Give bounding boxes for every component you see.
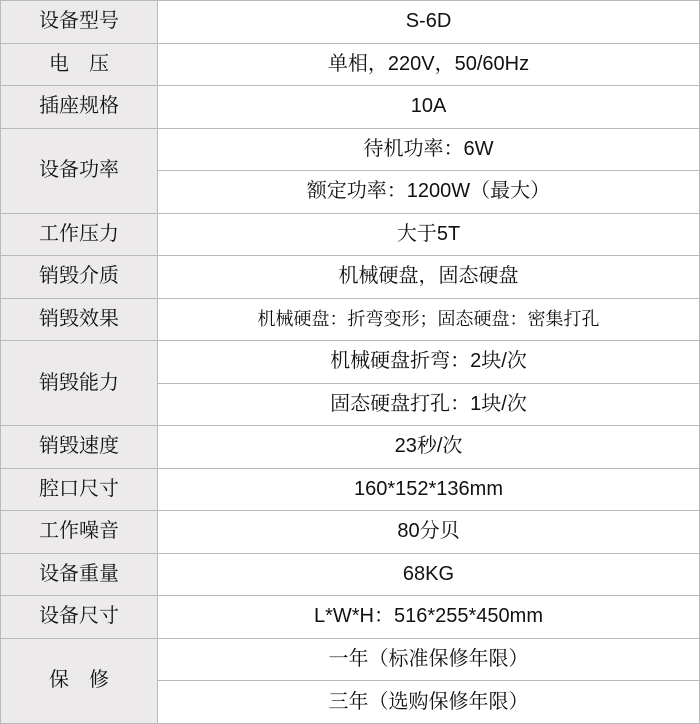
- spec-value-standby-power: 待机功率：6W: [158, 128, 700, 171]
- table-row: [1, 638, 700, 681]
- spec-value-speed: 23秒/次: [158, 426, 700, 469]
- spec-value-media: 机械硬盘，固态硬盘: [158, 256, 700, 299]
- spec-label-model: 设备型号: [1, 1, 158, 44]
- spec-value-weight: 68KG: [158, 553, 700, 596]
- spec-label-socket: 插座规格: [1, 86, 158, 129]
- spec-label-speed: 销毁速度: [1, 426, 158, 469]
- table-row: [1, 468, 700, 511]
- spec-value-pressure: 大于5T: [158, 213, 700, 256]
- spec-value-rated-power: 额定功率：1200W（最大）: [158, 171, 700, 214]
- table-row: [1, 1, 700, 44]
- table-row: [1, 596, 700, 639]
- spec-label-capacity: 销毁能力: [1, 341, 158, 426]
- spec-label-dimensions: 设备尺寸: [1, 596, 158, 639]
- spec-value-cavity-size: 160*152*136mm: [158, 468, 700, 511]
- table-row: [1, 43, 700, 86]
- spec-table-body: [1, 1, 700, 724]
- table-row: [1, 341, 700, 384]
- spec-label-power: 设备功率: [1, 128, 158, 213]
- spec-value-effect: 机械硬盘：折弯变形；固态硬盘：密集打孔: [158, 298, 700, 341]
- spec-value-warranty-optional: 三年（选购保修年限）: [158, 681, 700, 724]
- spec-value-model: S-6D: [158, 1, 700, 44]
- spec-label-voltage: 电 压: [1, 43, 158, 86]
- spec-label-noise: 工作噪音: [1, 511, 158, 554]
- spec-label-effect: 销毁效果: [1, 298, 158, 341]
- spec-label-warranty: 保 修: [1, 638, 158, 723]
- spec-value-voltage: 单相，220V，50/60Hz: [158, 43, 700, 86]
- table-row: [1, 426, 700, 469]
- table-row: [1, 128, 700, 171]
- table-row: [1, 298, 700, 341]
- table-row: [1, 86, 700, 129]
- spec-value-warranty-standard: 一年（标准保修年限）: [158, 638, 700, 681]
- table-row: [1, 511, 700, 554]
- table-row: [1, 553, 700, 596]
- spec-label-cavity-size: 腔口尺寸: [1, 468, 158, 511]
- spec-value-ssd-punch: 固态硬盘打孔：1块/次: [158, 383, 700, 426]
- spec-value-hdd-bend: 机械硬盘折弯：2块/次: [158, 341, 700, 384]
- spec-label-weight: 设备重量: [1, 553, 158, 596]
- spec-value-dimensions: L*W*H：516*255*450mm: [158, 596, 700, 639]
- spec-value-socket: 10A: [158, 86, 700, 129]
- spec-label-pressure: 工作压力: [1, 213, 158, 256]
- table-row: [1, 213, 700, 256]
- spec-value-noise: 80分贝: [158, 511, 700, 554]
- spec-label-media: 销毁介质: [1, 256, 158, 299]
- table-row: [1, 256, 700, 299]
